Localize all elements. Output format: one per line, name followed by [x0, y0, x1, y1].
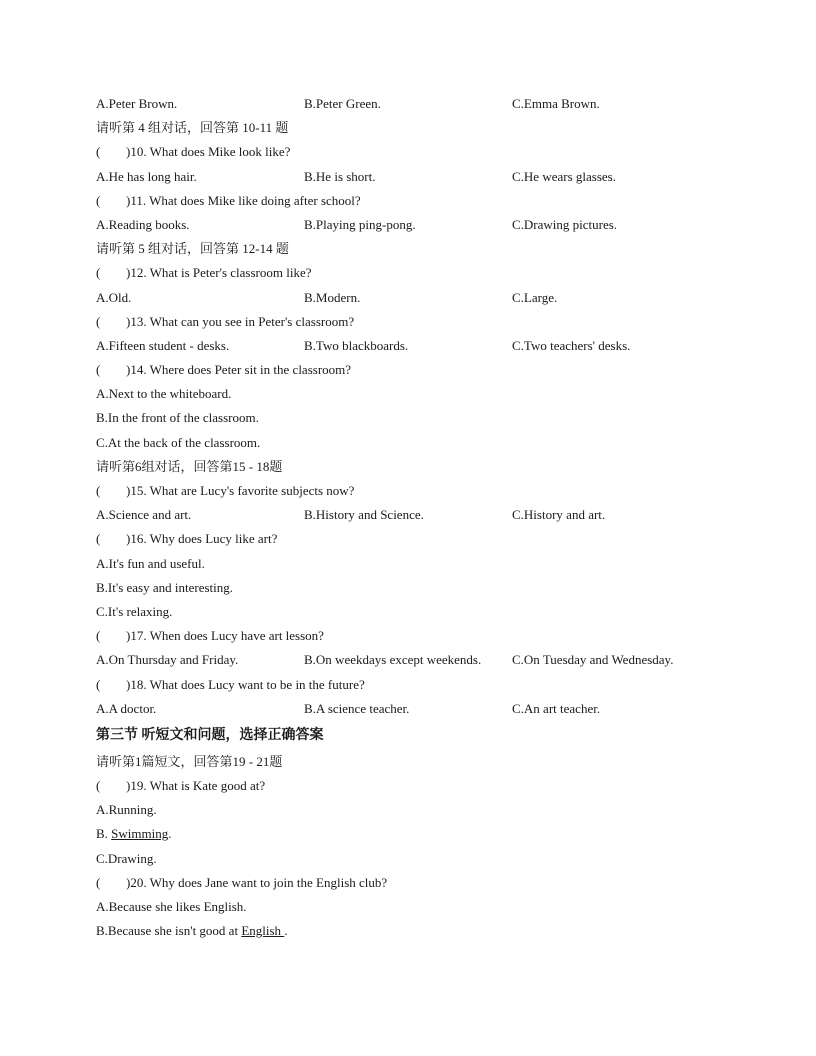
option-b: B.Two blackboards.	[304, 337, 409, 353]
option-a: A.On Thursday and Friday.	[96, 652, 239, 668]
question-17	[96, 624, 736, 648]
question-text: )10. What does Mike look like?	[126, 144, 291, 160]
option-suffix: .	[284, 923, 288, 939]
question-14	[96, 358, 736, 382]
option-a: A.Science and art.	[96, 507, 192, 523]
option-line: A.It's fun and useful.	[96, 555, 205, 571]
option-b: B.On weekdays except weekends.	[304, 652, 482, 668]
option-c: C.History and art.	[512, 507, 606, 523]
option-a: A.Peter Brown.	[96, 96, 178, 111]
options-row	[96, 92, 736, 116]
option-c: C.Two teachers' desks.	[512, 337, 631, 353]
options-row	[96, 286, 736, 310]
dialogue-heading: 请听第 5 组对话，回答第 12-14 题	[96, 241, 289, 257]
option-line: B.In the front of the classroom.	[96, 410, 259, 426]
section-heading: 第三节 听短文和问题，选择正确答案	[96, 727, 324, 743]
question-11	[96, 189, 736, 213]
question-20	[96, 871, 736, 895]
answer-paren-open: (	[96, 483, 101, 498]
dialogue-heading: 请听第6组对话，回答第15 - 18题	[96, 458, 283, 474]
question-15	[96, 479, 736, 503]
options-row	[96, 334, 736, 358]
options-row	[96, 503, 736, 527]
passage-heading: 请听第1篇短文，回答第19 - 21题	[96, 753, 283, 769]
answer-paren-open: (	[96, 676, 101, 692]
answer-paren-open: (	[96, 265, 101, 281]
answer-paren-open: (	[96, 192, 101, 208]
question-text: )11. What does Mike like doing after school?	[126, 192, 361, 208]
options-row	[96, 165, 736, 189]
option-a: A.He has long hair.	[96, 168, 197, 184]
answer-paren-open: (	[96, 362, 101, 378]
question-text: )17. When does Lucy have art lesson?	[126, 628, 324, 644]
question-12	[96, 261, 736, 285]
option-prefix: B.	[96, 826, 112, 842]
option-b: B.History and Science.	[304, 507, 424, 523]
question-text: )16. Why does Lucy like art?	[126, 531, 278, 547]
option-line: C.At the back of the classroom.	[96, 434, 261, 450]
option-a: A.Old.	[96, 289, 132, 305]
answer-paren-open: (	[96, 144, 101, 160]
option-line: A.Next to the whiteboard.	[96, 386, 232, 402]
question-text: )12. What is Peter's classroom like?	[126, 265, 312, 281]
option-a: A.Reading books.	[96, 216, 190, 232]
option-b: B.Modern.	[304, 289, 361, 305]
options-row	[96, 648, 736, 672]
option-line: A.Because she likes English.	[96, 899, 247, 914]
dialogue-heading: 请听第 4 组对话，回答第 10-11 题	[96, 120, 289, 136]
answer-paren-open: (	[96, 778, 101, 794]
option-line: C.It's relaxing.	[96, 603, 173, 619]
option-line	[96, 822, 736, 846]
option-suffix: .	[168, 826, 172, 842]
option-b: B.Playing ping-pong.	[304, 216, 416, 232]
option-line	[96, 919, 736, 943]
option-prefix: B.Because she isn't good at	[96, 923, 242, 939]
option-line: C.Drawing.	[96, 850, 157, 866]
option-b: B.Peter Green.	[304, 96, 381, 111]
option-c: C.He wears glasses.	[512, 168, 616, 184]
question-text: )18. What does Lucy want to be in the future?	[126, 676, 365, 692]
option-line: A.Running.	[96, 802, 157, 818]
option-c: C.Emma Brown.	[512, 96, 600, 111]
question-text: )14. Where does Peter sit in the classroom?	[126, 362, 352, 378]
question-13	[96, 310, 736, 334]
answer-paren-open: (	[96, 874, 101, 890]
option-c: C.Large.	[512, 289, 558, 305]
underlined-word: Swimming	[111, 826, 169, 842]
question-text: )19. What is Kate good at?	[126, 778, 266, 794]
question-19	[96, 774, 736, 798]
option-b: B.A science teacher.	[304, 700, 410, 716]
answer-paren-open: (	[96, 531, 101, 547]
options-row	[96, 213, 736, 237]
options-row	[96, 697, 736, 721]
option-b: B.He is short.	[304, 168, 376, 184]
option-c: C.On Tuesday and Wednesday.	[512, 652, 674, 668]
option-c: C.Drawing pictures.	[512, 216, 618, 232]
question-10	[96, 140, 736, 164]
answer-paren-open: (	[96, 628, 101, 644]
question-text: )20. Why does Jane want to join the English club?	[126, 874, 388, 890]
question-text: )15. What are Lucy's favorite subjects now?	[126, 483, 355, 498]
worksheet-page	[96, 92, 736, 943]
question-16	[96, 527, 736, 551]
answer-paren-open: (	[96, 313, 101, 329]
option-a: A.Fifteen student - desks.	[96, 337, 230, 353]
question-18	[96, 673, 736, 697]
question-text: )13. What can you see in Peter's classroom?	[126, 313, 355, 329]
option-c: C.An art teacher.	[512, 700, 601, 716]
underlined-word: English	[241, 923, 285, 939]
option-a: A.A doctor.	[96, 700, 157, 716]
option-line: B.It's easy and interesting.	[96, 579, 234, 595]
